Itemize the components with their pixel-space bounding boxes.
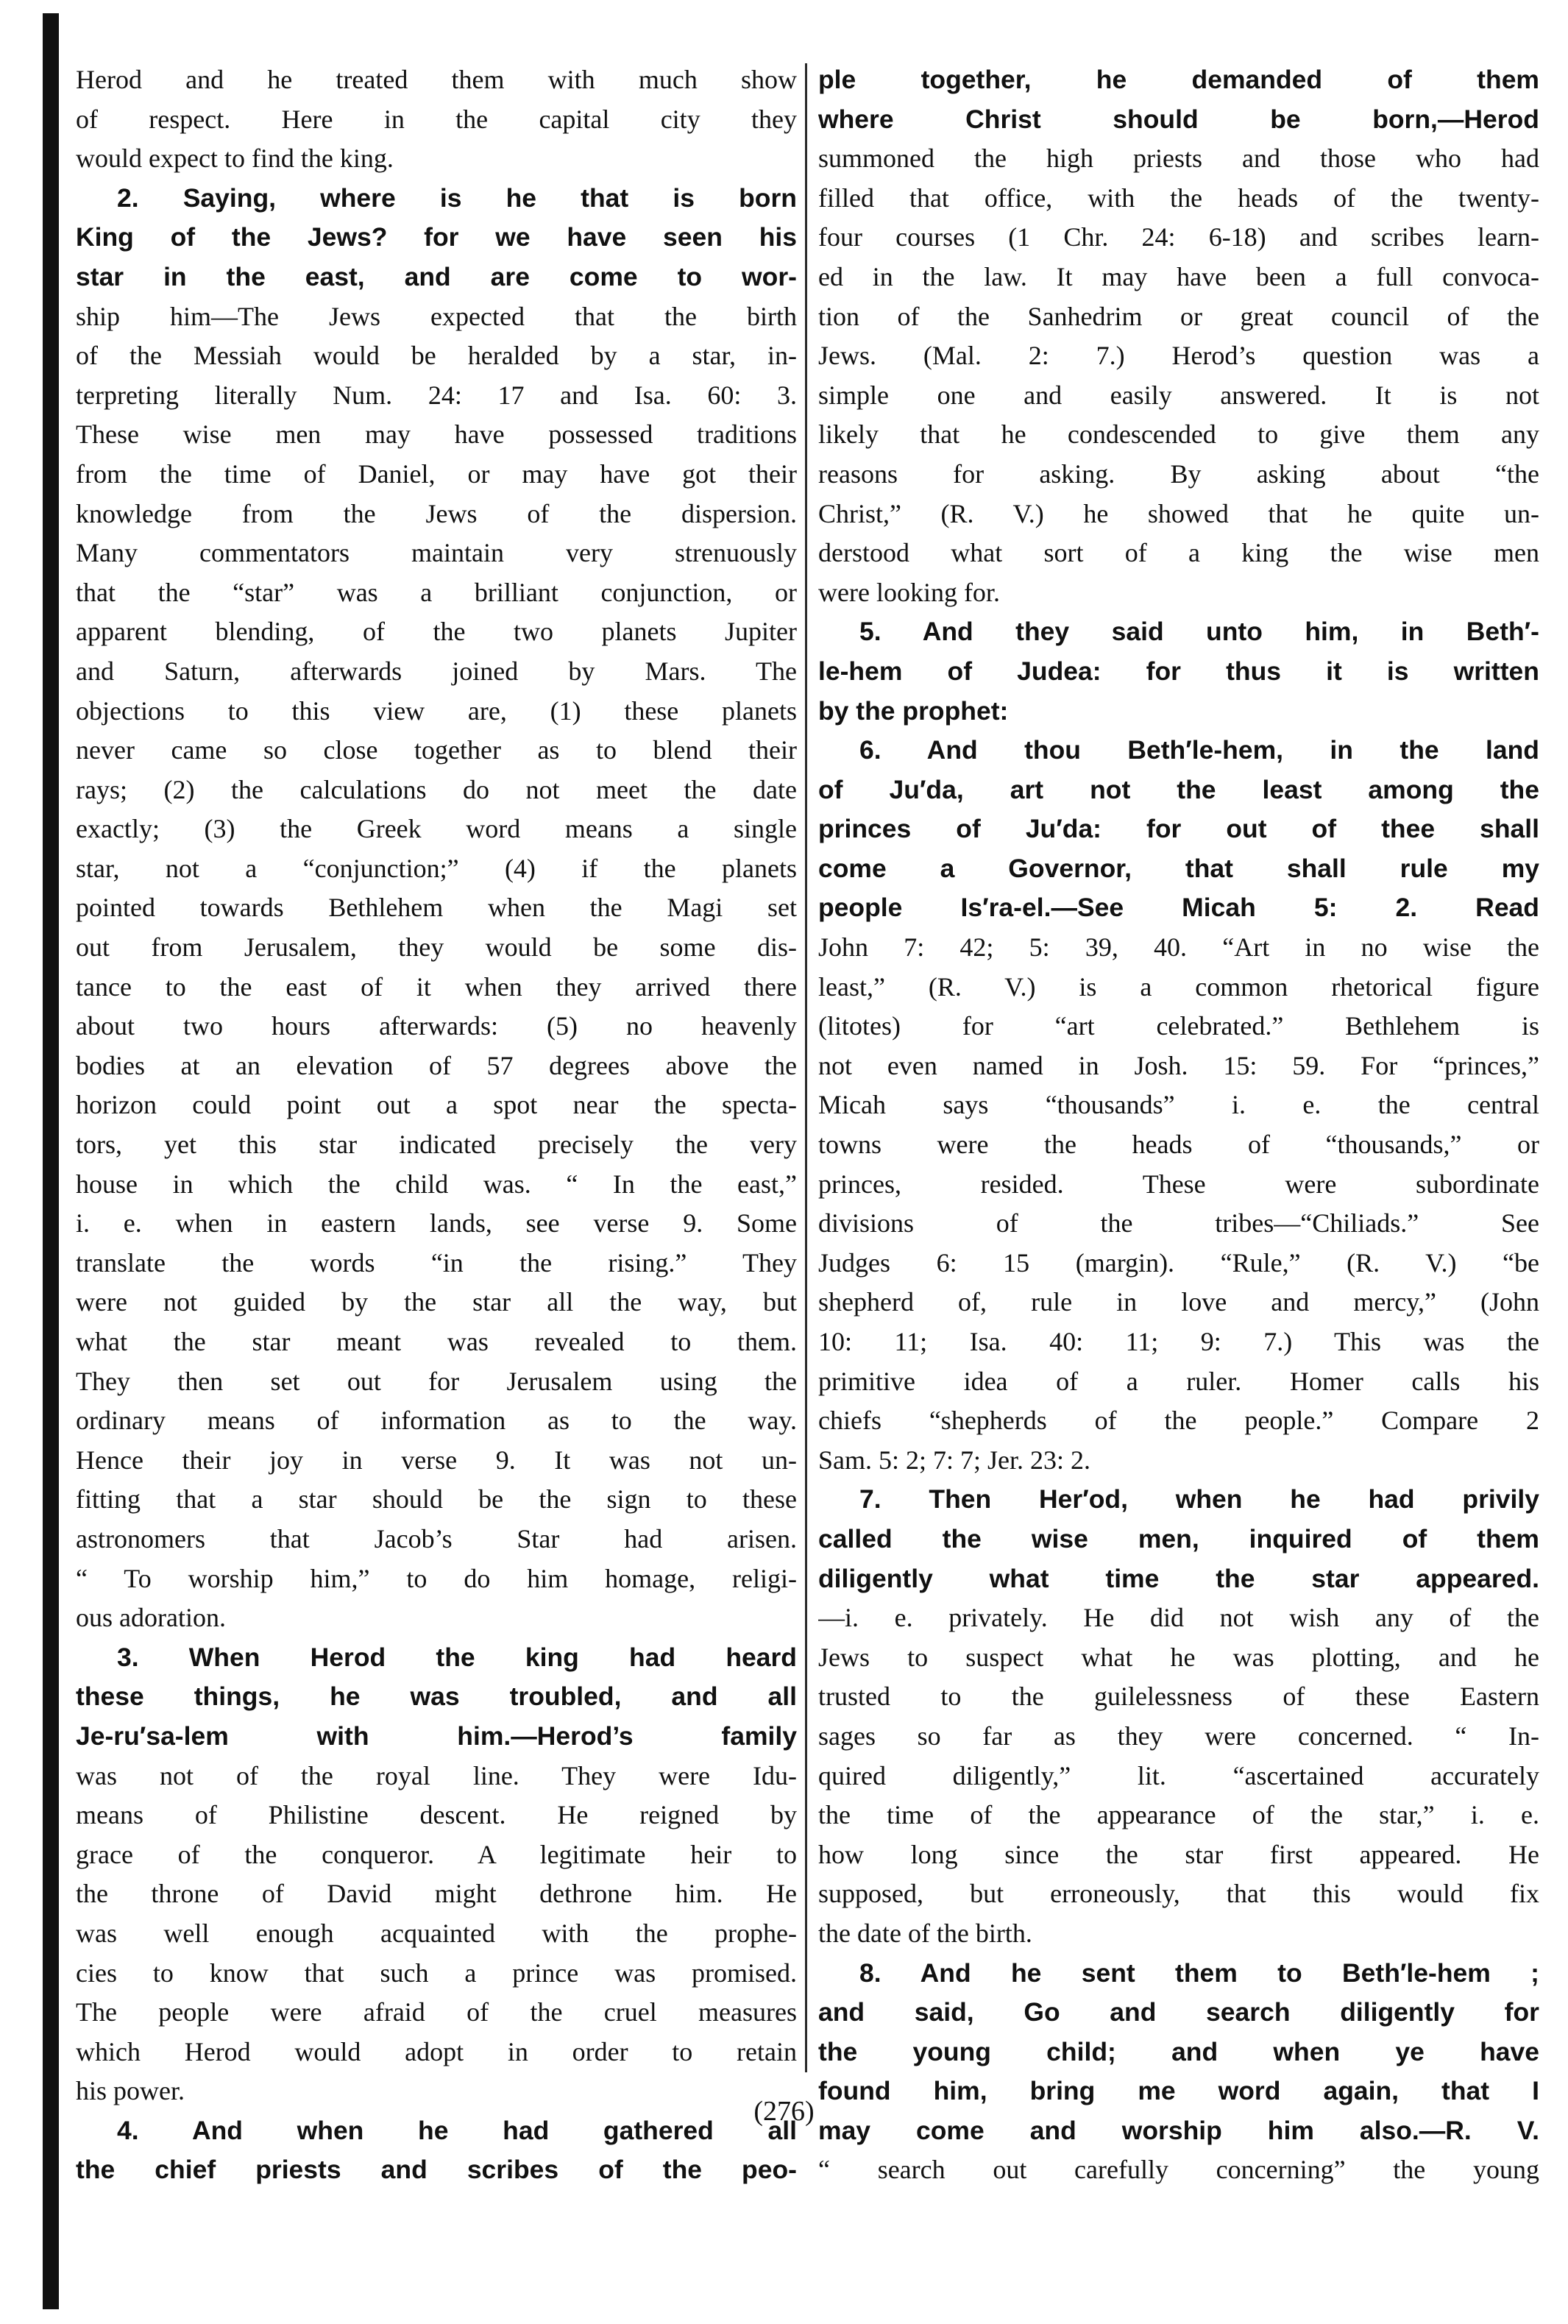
verse-text-line: 5. And they said unto him, in Beth′-	[859, 617, 1539, 647]
commentary-text-line: Jews. (Mal. 2: 7.) Herod’s question was a	[818, 341, 1539, 371]
commentary-text-line: summoned the high priests and those who had	[818, 144, 1539, 174]
commentary-text-line: the throne of David might dethrone him. He	[76, 1879, 797, 1909]
commentary-text-line: that the “star” was a brilliant conjunction, or	[76, 577, 797, 607]
commentary-text-line: not even named in Josh. 15: 59. For “princes,”	[818, 1050, 1539, 1080]
commentary-text-line: ordinary means of information as to the way.	[76, 1406, 797, 1436]
commentary-text-line: Micah says “thousands” i. e. the central	[818, 1090, 1539, 1120]
commentary-text-line: princes, resided. These were subordinate	[818, 1169, 1539, 1199]
verse-text-line: diligently what time the star appeared.	[818, 1563, 1539, 1593]
commentary-text-line: translate the words “in the rising.” They	[76, 1247, 797, 1278]
verse-text-line: 2. Saying, where is he that is born	[117, 183, 797, 213]
commentary-text-line: what the star meant was revealed to them.	[76, 1327, 797, 1356]
commentary-text-line: derstood what sort of a king the wise men	[818, 538, 1539, 568]
commentary-text-line: was well enough acquainted with the prophe-	[76, 1918, 797, 1948]
commentary-text-line: least,” (R. V.) is a common rhetorical figure	[818, 971, 1539, 1002]
commentary-text-line: from the time of Daniel, or may have got their	[76, 458, 797, 489]
commentary-text-line: rays; (2) the calculations do not meet the date	[76, 774, 797, 804]
commentary-text-line: star, not a “conjunction;” (4) if the planets	[76, 853, 797, 883]
commentary-text-line: out from Jerusalem, they would be some dis-	[76, 932, 797, 963]
verse-text-line: found him, bring me word again, that I	[818, 2076, 1539, 2106]
commentary-text-line: was not of the royal line. They were Idu-	[76, 1760, 797, 1790]
commentary-text-line: (litotes) for “art celebrated.” Bethlehem is	[818, 1011, 1539, 1041]
commentary-text-line: horizon could point out a spot near the specta-	[76, 1090, 797, 1120]
commentary-text-line: supposed, but erroneously, that this would fix	[818, 1879, 1539, 1909]
commentary-text-line: apparent blending, of the two planets Jupiter	[76, 617, 797, 647]
commentary-text-line: 10: 11; Isa. 40: 11; 9: 7.) This was the	[818, 1327, 1539, 1356]
commentary-text-line: grace of the conqueror. A legitimate heir to	[76, 1839, 797, 1869]
commentary-text-line: John 7: 42; 5: 39, 40. “Art in no wise the	[818, 932, 1539, 963]
commentary-text-line: Sam. 5: 2; 7: 7; Jer. 23: 2.	[818, 1445, 1091, 1475]
commentary-text-line: primitive idea of a ruler. Homer calls his	[818, 1366, 1539, 1396]
commentary-text-line: about two hours afterwards: (5) no heavenly	[76, 1011, 797, 1041]
verse-text-line: ple together, he demanded of them	[818, 65, 1539, 94]
commentary-text-line: cies to know that such a prince was promised.	[76, 1958, 797, 1988]
commentary-text-line: fitting that a star should be the sign to these	[76, 1484, 797, 1515]
commentary-text-line: trusted to the guilelessness of these Eastern	[818, 1682, 1539, 1712]
verse-text-line: called the wise men, inquired of them	[818, 1523, 1539, 1554]
verse-text-line: by the prophet:	[818, 695, 1009, 726]
commentary-text-line: sages so far as they were concerned. “ In-	[818, 1721, 1539, 1751]
commentary-text-line: means of Philistine descent. He reigned by	[76, 1800, 797, 1830]
commentary-text-line: Jews to suspect what he was plotting, and he	[818, 1642, 1539, 1672]
commentary-text-line: These wise men may have possessed traditions	[76, 419, 797, 450]
verse-text-line: where Christ should be born,—Herod	[818, 104, 1539, 134]
commentary-text-line: —i. e. privately. He did not wish any of the	[818, 1603, 1539, 1633]
commentary-text-line: knowledge from the Jews of the dispersion.	[76, 498, 797, 528]
commentary-text-line: four courses (1 Chr. 24: 6-18) and scribes learn-	[818, 222, 1539, 252]
verse-text-line: the young child; and when ye have	[818, 2036, 1539, 2066]
verse-text-line: 3. When Herod the king had heard	[117, 1642, 797, 1672]
commentary-text-line: pointed towards Bethlehem when the Magi set	[76, 893, 797, 923]
commentary-text-line: tance to the east of it when they arrived there	[76, 971, 797, 1002]
commentary-text-line: tors, yet this star indicated precisely the very	[76, 1130, 797, 1160]
commentary-text-line: quired diligently,” lit. “ascertained accurately	[818, 1760, 1539, 1790]
commentary-text-line: never came so close together as to blend their	[76, 735, 797, 765]
commentary-text-line: reasons for asking. By asking about “the	[818, 458, 1539, 489]
verse-text-line: King of the Jews? for we have seen his	[76, 222, 797, 252]
commentary-text-line: were not guided by the star all the way, but	[76, 1287, 797, 1317]
commentary-text-line: divisions of the tribes—“Chiliads.” See	[818, 1208, 1539, 1239]
commentary-text-line: of the Messiah would be heralded by a star, in-	[76, 341, 797, 371]
commentary-text-line: They then set out for Jerusalem using the	[76, 1366, 797, 1396]
commentary-text-line: and Saturn, afterwards joined by Mars. The	[76, 656, 797, 686]
commentary-text-line: The people were afraid of the cruel measures	[76, 1997, 797, 2027]
commentary-text-line: exactly; (3) the Greek word means a single	[76, 814, 797, 844]
commentary-text-line: astronomers that Jacob’s Star had arisen.	[76, 1523, 797, 1554]
verse-text-line: princes of Ju′da: for out of thee shall	[818, 814, 1539, 844]
commentary-text-line: ship him—The Jews expected that the birth	[76, 301, 797, 331]
verse-text-line: Je-ru′sa-lem with him.—Herod’s family	[76, 1721, 797, 1751]
commentary-text-line: of respect. Here in the capital city they	[76, 104, 797, 134]
commentary-text-line: Hence their joy in verse 9. It was not un-	[76, 1445, 797, 1475]
commentary-text-line: simple one and easily answered. It is not	[818, 380, 1539, 410]
commentary-text-line: chiefs “shepherds of the people.” Compare 2	[818, 1406, 1539, 1436]
left-column	[76, 60, 797, 2190]
commentary-text-line: towns were the heads of “thousands,” or	[818, 1130, 1539, 1160]
verse-text-line: come a Governor, that shall rule my	[818, 853, 1539, 883]
commentary-text-line: the time of the appearance of the star,” i. e.	[818, 1800, 1539, 1830]
verse-text-line: the chief priests and scribes of the peo-	[76, 2155, 797, 2185]
verse-text-line: of Ju′da, art not the least among the	[818, 774, 1539, 804]
commentary-text-line: Judges 6: 15 (margin). “Rule,” (R. V.) “be	[818, 1247, 1539, 1278]
commentary-text-line: shepherd of, rule in love and mercy,” (John	[818, 1287, 1539, 1317]
column-divider	[805, 63, 807, 2072]
commentary-text-line: “ search out carefully concerning” the young	[818, 2155, 1539, 2185]
verse-text-line: 8. And he sent them to Beth′le-hem ;	[859, 1958, 1539, 1988]
commentary-text-line: filled that office, with the heads of the twenty-	[818, 183, 1539, 213]
verse-text-line: le-hem of Judea: for thus it is written	[818, 656, 1539, 686]
commentary-text-line: bodies at an elevation of 57 degrees above the	[76, 1050, 797, 1080]
commentary-text-line: the date of the birth.	[818, 1918, 1032, 1948]
verse-text-line: 6. And thou Beth′le-hem, in the land	[859, 735, 1539, 765]
commentary-text-line: his power.	[76, 2076, 185, 2106]
commentary-text-line: tion of the Sanhedrim or great council of the	[818, 301, 1539, 331]
commentary-text-line: Christ,” (R. V.) he showed that he quite un-	[818, 498, 1539, 528]
commentary-text-line: which Herod would adopt in order to retain	[76, 2036, 797, 2066]
commentary-text-line: ous adoration.	[76, 1603, 226, 1633]
commentary-text-line: house in which the child was. “ In the east,”	[76, 1169, 797, 1199]
commentary-text-line: would expect to find the king.	[76, 144, 394, 174]
commentary-text-line: Many commentators maintain very strenuously	[76, 538, 797, 568]
verse-text-line: 4. And when he had gathered all	[117, 2115, 797, 2145]
verse-text-line: 7. Then Her′od, when he had privily	[859, 1484, 1539, 1515]
verse-text-line: people Is′ra-el.—See Micah 5: 2. Read	[818, 893, 1539, 923]
verse-text-line: star in the east, and are come to wor-	[76, 261, 797, 291]
page-number: (276)	[753, 2096, 815, 2127]
commentary-text-line: ed in the law. It may have been a full convoca-	[818, 261, 1539, 291]
commentary-text-line: i. e. when in eastern lands, see verse 9. Some	[76, 1208, 797, 1239]
verse-text-line: and said, Go and search diligently for	[818, 1997, 1539, 2027]
commentary-text-line: “ To worship him,” to do him homage, religi-	[76, 1563, 797, 1593]
commentary-text-line: objections to this view are, (1) these planets	[76, 695, 797, 726]
right-column	[818, 60, 1539, 2190]
commentary-text-line: Herod and he treated them with much show	[76, 65, 797, 94]
verse-text-line: may come and worship him also.—R. V.	[818, 2115, 1539, 2145]
commentary-text-line: terpreting literally Num. 24: 17 and Isa. 60: 3.	[76, 380, 797, 410]
commentary-text-line: likely that he condescended to give them any	[818, 419, 1539, 450]
verse-text-line: these things, he was troubled, and all	[76, 1682, 797, 1712]
page-edge-shadow	[43, 13, 59, 2309]
commentary-text-line: were looking for.	[818, 577, 1000, 607]
commentary-text-line: how long since the star first appeared. He	[818, 1839, 1539, 1869]
